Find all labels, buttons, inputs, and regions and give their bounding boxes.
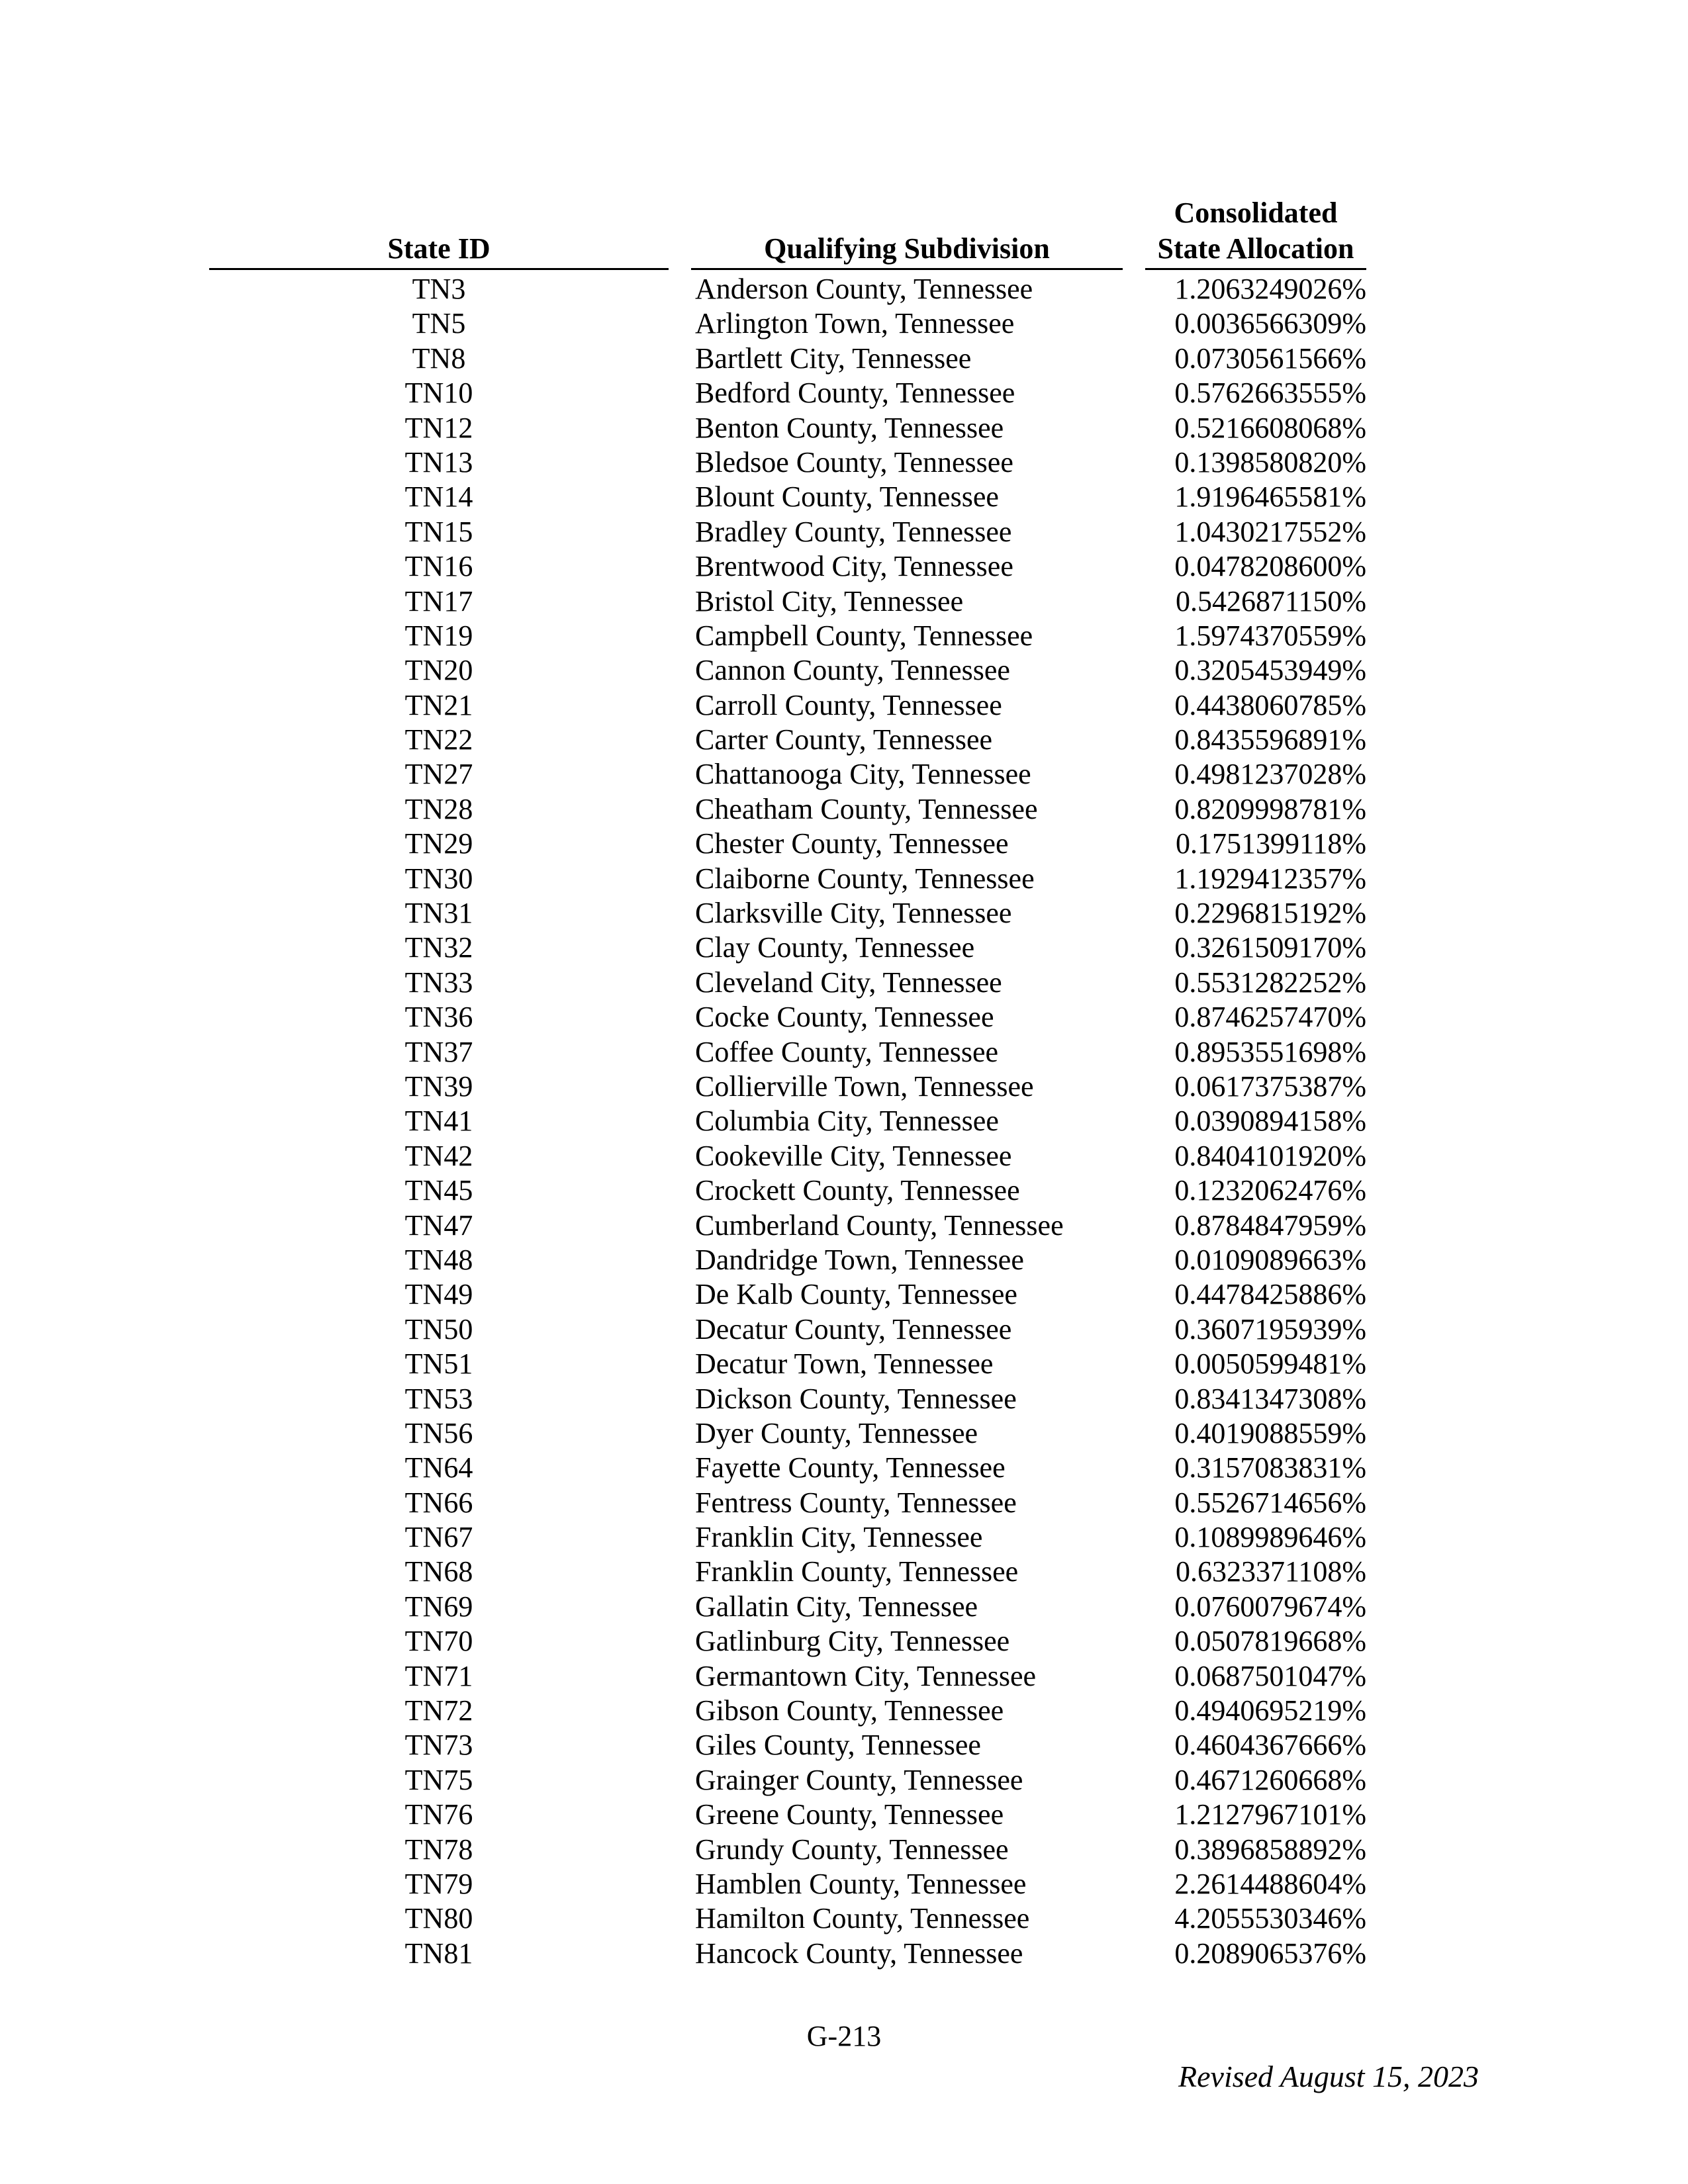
subdivision-cell: Bledsoe County, Tennessee	[695, 445, 1013, 478]
state-id-cell: TN29	[404, 827, 473, 860]
allocation-cell: 1.5974370559%	[1174, 619, 1366, 652]
allocation-cell: 0.0036566309%	[1174, 307, 1366, 340]
table-row	[0, 445, 1688, 480]
allocation-cell: 0.8341347308%	[1174, 1382, 1366, 1415]
table-row	[0, 411, 1688, 445]
subdivision-cell: Cookeville City, Tennessee	[695, 1139, 1012, 1172]
state-id-cell: TN22	[404, 723, 473, 756]
subdivision-cell: Carroll County, Tennessee	[695, 688, 1002, 721]
table-row	[0, 376, 1688, 410]
state-id-cell: TN20	[404, 654, 473, 687]
subdivision-cell: Hamblen County, Tennessee	[695, 1867, 1027, 1900]
table-row	[0, 1694, 1688, 1728]
state-id-cell: TN72	[404, 1694, 473, 1727]
allocation-cell: 1.9196465581%	[1174, 480, 1366, 514]
table-row	[0, 1173, 1688, 1208]
allocation-cell: 0.4604367666%	[1174, 1729, 1366, 1762]
subdivision-cell: Coffee County, Tennessee	[695, 1035, 999, 1068]
subdivision-cell: Dandridge Town, Tennessee	[695, 1243, 1024, 1276]
allocation-cell: 0.8209998781%	[1174, 792, 1366, 825]
allocation-cell: 0.2089065376%	[1174, 1936, 1366, 1970]
subdivision-cell: Fentress County, Tennessee	[695, 1486, 1017, 1519]
state-id-cell: TN10	[404, 377, 473, 410]
subdivision-cell: Gatlinburg City, Tennessee	[695, 1625, 1010, 1658]
header-state-id: State ID	[209, 231, 669, 270]
subdivision-cell: Greene County, Tennessee	[695, 1798, 1004, 1831]
table-row	[0, 1451, 1688, 1485]
allocation-cell: 0.1398580820%	[1174, 445, 1366, 478]
allocation-cell: 0.0760079674%	[1174, 1590, 1366, 1623]
allocation-cell: 0.8953551698%	[1174, 1035, 1366, 1068]
table-row	[0, 306, 1688, 341]
allocation-cell: 0.3896858892%	[1174, 1833, 1366, 1866]
state-id-cell: TN50	[404, 1312, 473, 1345]
allocation-cell: 0.5526714656%	[1174, 1486, 1366, 1519]
state-id-cell: TN79	[404, 1867, 473, 1900]
subdivision-cell: Cleveland City, Tennessee	[695, 966, 1002, 999]
subdivision-cell: Campbell County, Tennessee	[695, 619, 1033, 652]
state-id-cell: TN51	[404, 1347, 473, 1381]
subdivision-cell: Chester County, Tennessee	[695, 827, 1009, 860]
state-id-cell: TN5	[412, 307, 466, 340]
allocation-cell: 0.3205453949%	[1174, 654, 1366, 687]
allocation-cell: 0.6323371108%	[1175, 1555, 1366, 1588]
subdivision-cell: Bedford County, Tennessee	[695, 377, 1015, 410]
table-row	[0, 966, 1688, 1000]
state-id-cell: TN81	[404, 1936, 473, 1970]
table-row	[0, 1382, 1688, 1416]
subdivision-cell: Dickson County, Tennessee	[695, 1382, 1017, 1415]
allocation-cell: 0.0390894158%	[1174, 1105, 1366, 1138]
state-id-cell: TN12	[404, 411, 473, 444]
state-id-cell: TN69	[404, 1590, 473, 1623]
table-row	[0, 480, 1688, 514]
table-row	[0, 1035, 1688, 1069]
state-id-cell: TN64	[404, 1451, 473, 1484]
subdivision-cell: Dyer County, Tennessee	[695, 1416, 978, 1449]
allocation-cell: 0.8404101920%	[1174, 1139, 1366, 1172]
allocation-cell: 0.8784847959%	[1174, 1208, 1366, 1242]
table-row	[0, 1797, 1688, 1832]
allocation-cell: 1.2127967101%	[1174, 1798, 1366, 1831]
subdivision-cell: Benton County, Tennessee	[695, 411, 1004, 444]
allocation-cell: 4.2055530346%	[1174, 1902, 1366, 1935]
state-id-cell: TN39	[404, 1069, 473, 1103]
subdivision-cell: Hancock County, Tennessee	[695, 1936, 1023, 1970]
table-row	[0, 1069, 1688, 1104]
state-id-cell: TN53	[404, 1382, 473, 1415]
subdivision-cell: Gallatin City, Tennessee	[695, 1590, 978, 1623]
allocation-cell: 0.1751399118%	[1175, 827, 1366, 860]
state-id-cell: TN48	[404, 1243, 473, 1276]
allocation-cell: 0.8746257470%	[1174, 1001, 1366, 1034]
state-id-cell: TN78	[404, 1833, 473, 1866]
state-id-cell: TN28	[404, 792, 473, 825]
subdivision-cell: Brentwood City, Tennessee	[695, 550, 1013, 583]
table-row	[0, 1520, 1688, 1555]
state-id-cell: TN41	[404, 1105, 473, 1138]
table-row	[0, 1833, 1688, 1867]
table-row	[0, 827, 1688, 861]
state-id-cell: TN33	[404, 966, 473, 999]
subdivision-cell: Carter County, Tennessee	[695, 723, 993, 756]
table-row	[0, 1486, 1688, 1520]
state-id-cell: TN19	[404, 619, 473, 652]
subdivision-cell: Bartlett City, Tennessee	[695, 341, 972, 375]
subdivision-cell: Cocke County, Tennessee	[695, 1001, 994, 1034]
allocation-table-body	[0, 272, 1688, 1971]
state-id-cell: TN36	[404, 1001, 473, 1034]
allocation-cell: 0.4981237028%	[1174, 758, 1366, 791]
allocation-cell: 0.0050599481%	[1174, 1347, 1366, 1381]
allocation-cell: 0.4019088559%	[1174, 1416, 1366, 1449]
table-row	[0, 723, 1688, 757]
table-row	[0, 1347, 1688, 1381]
state-id-cell: TN56	[404, 1416, 473, 1449]
table-row	[0, 1624, 1688, 1659]
table-row	[0, 341, 1688, 376]
state-id-cell: TN17	[404, 584, 473, 617]
table-row	[0, 757, 1688, 792]
state-id-cell: TN66	[404, 1486, 473, 1519]
state-id-cell: TN30	[404, 862, 473, 895]
allocation-cell: 0.2296815192%	[1174, 897, 1366, 930]
state-id-cell: TN3	[412, 273, 466, 305]
state-id-cell: TN27	[404, 758, 473, 791]
revised-date: Revised August 15, 2023	[1178, 2060, 1479, 2093]
allocation-cell: 0.5531282252%	[1174, 966, 1366, 999]
state-id-cell: TN70	[404, 1625, 473, 1658]
allocation-cell: 0.5426871150%	[1175, 584, 1366, 617]
table-row	[0, 1208, 1688, 1243]
allocation-cell: 0.0109089663%	[1174, 1243, 1366, 1276]
subdivision-cell: Giles County, Tennessee	[695, 1729, 981, 1762]
state-id-cell: TN75	[404, 1763, 473, 1796]
table-row	[0, 792, 1688, 827]
state-id-cell: TN42	[404, 1139, 473, 1172]
allocation-cell: 0.8435596891%	[1174, 723, 1366, 756]
table-row	[0, 1416, 1688, 1451]
allocation-cell: 0.1089989646%	[1174, 1521, 1366, 1554]
state-id-cell: TN45	[404, 1174, 473, 1207]
state-id-cell: TN71	[404, 1659, 473, 1692]
allocation-cell: 0.5216608068%	[1174, 411, 1366, 444]
allocation-cell: 0.3261509170%	[1174, 931, 1366, 964]
table-row	[0, 1763, 1688, 1797]
table-row	[0, 619, 1688, 653]
allocation-cell: 0.0687501047%	[1174, 1659, 1366, 1692]
subdivision-cell: Columbia City, Tennessee	[695, 1105, 999, 1138]
table-row	[0, 931, 1688, 965]
subdivision-cell: Claiborne County, Tennessee	[695, 862, 1035, 895]
allocation-cell: 0.4478425886%	[1174, 1278, 1366, 1311]
table-row	[0, 1243, 1688, 1277]
table-row	[0, 1936, 1688, 1971]
subdivision-cell: Cumberland County, Tennessee	[695, 1208, 1064, 1242]
table-row	[0, 1312, 1688, 1347]
subdivision-cell: Franklin County, Tennessee	[695, 1555, 1019, 1588]
table-row	[0, 1000, 1688, 1034]
state-id-cell: TN76	[404, 1798, 473, 1831]
allocation-cell: 0.4438060785%	[1174, 688, 1366, 721]
subdivision-cell: Decatur County, Tennessee	[695, 1312, 1012, 1345]
table-row	[0, 1901, 1688, 1936]
state-id-cell: TN73	[404, 1729, 473, 1762]
state-id-cell: TN8	[412, 341, 466, 375]
table-row	[0, 584, 1688, 619]
state-id-cell: TN67	[404, 1521, 473, 1554]
subdivision-cell: Clay County, Tennessee	[695, 931, 975, 964]
allocation-cell: 0.0730561566%	[1174, 341, 1366, 375]
subdivision-cell: Grainger County, Tennessee	[695, 1763, 1023, 1796]
subdivision-cell: Collierville Town, Tennessee	[695, 1069, 1034, 1103]
state-id-cell: TN49	[404, 1278, 473, 1311]
allocation-cell: 0.0617375387%	[1174, 1069, 1366, 1103]
state-id-cell: TN16	[404, 550, 473, 583]
subdivision-cell: Arlington Town, Tennessee	[695, 307, 1015, 340]
state-id-cell: TN68	[404, 1555, 473, 1588]
subdivision-cell: Crockett County, Tennessee	[695, 1174, 1020, 1207]
state-id-cell: TN14	[404, 480, 473, 514]
subdivision-cell: Cannon County, Tennessee	[695, 654, 1010, 687]
table-row	[0, 653, 1688, 688]
table-row	[0, 1277, 1688, 1312]
allocation-cell: 2.2614488604%	[1174, 1867, 1366, 1900]
state-id-cell: TN31	[404, 897, 473, 930]
state-id-cell: TN13	[404, 445, 473, 478]
state-id-cell: TN15	[404, 515, 473, 548]
allocation-cell: 1.1929412357%	[1174, 862, 1366, 895]
subdivision-cell: De Kalb County, Tennessee	[695, 1278, 1017, 1311]
header-consolidated-state-allocation: Consolidated State Allocation	[1145, 195, 1366, 270]
subdivision-cell: Bradley County, Tennessee	[695, 515, 1012, 548]
subdivision-cell: Clarksville City, Tennessee	[695, 897, 1012, 930]
page-number: G-213	[806, 2020, 882, 2052]
subdivision-cell: Chattanooga City, Tennessee	[695, 758, 1031, 791]
state-id-cell: TN21	[404, 688, 473, 721]
subdivision-cell: Decatur Town, Tennessee	[695, 1347, 994, 1381]
allocation-cell: 0.0478208600%	[1174, 550, 1366, 583]
table-row	[0, 515, 1688, 549]
table-row	[0, 1555, 1688, 1589]
table-row	[0, 1104, 1688, 1138]
subdivision-cell: Hamilton County, Tennessee	[695, 1902, 1030, 1935]
subdivision-cell: Anderson County, Tennessee	[695, 273, 1033, 305]
table-row	[0, 896, 1688, 931]
state-id-cell: TN80	[404, 1902, 473, 1935]
table-row	[0, 1139, 1688, 1173]
allocation-cell: 0.5762663555%	[1174, 377, 1366, 410]
subdivision-cell: Blount County, Tennessee	[695, 480, 999, 514]
table-row	[0, 1728, 1688, 1762]
allocation-cell: 1.2063249026%	[1174, 273, 1366, 305]
table-row	[0, 1867, 1688, 1901]
allocation-cell: 0.3607195939%	[1174, 1312, 1366, 1345]
table-row	[0, 862, 1688, 896]
subdivision-cell: Fayette County, Tennessee	[695, 1451, 1006, 1484]
state-id-cell: TN47	[404, 1208, 473, 1242]
allocation-cell: 0.4671260668%	[1174, 1763, 1366, 1796]
subdivision-cell: Cheatham County, Tennessee	[695, 792, 1038, 825]
table-row	[0, 549, 1688, 584]
table-header	[0, 196, 1688, 270]
subdivision-cell: Franklin City, Tennessee	[695, 1521, 983, 1554]
state-id-cell: TN32	[404, 931, 473, 964]
allocation-cell: 0.4940695219%	[1174, 1694, 1366, 1727]
header-qualifying-subdivision: Qualifying Subdivision	[691, 231, 1123, 270]
table-row	[0, 1590, 1688, 1624]
subdivision-cell: Germantown City, Tennessee	[695, 1659, 1037, 1692]
allocation-cell: 0.0507819668%	[1174, 1625, 1366, 1658]
subdivision-cell: Gibson County, Tennessee	[695, 1694, 1004, 1727]
allocation-cell: 0.3157083831%	[1174, 1451, 1366, 1484]
allocation-cell: 1.0430217552%	[1174, 515, 1366, 548]
state-id-cell: TN37	[404, 1035, 473, 1068]
table-row	[0, 688, 1688, 723]
subdivision-cell: Bristol City, Tennessee	[695, 584, 964, 617]
allocation-cell: 0.1232062476%	[1174, 1174, 1366, 1207]
table-row	[0, 1659, 1688, 1694]
table-row	[0, 272, 1688, 306]
subdivision-cell: Grundy County, Tennessee	[695, 1833, 1009, 1866]
